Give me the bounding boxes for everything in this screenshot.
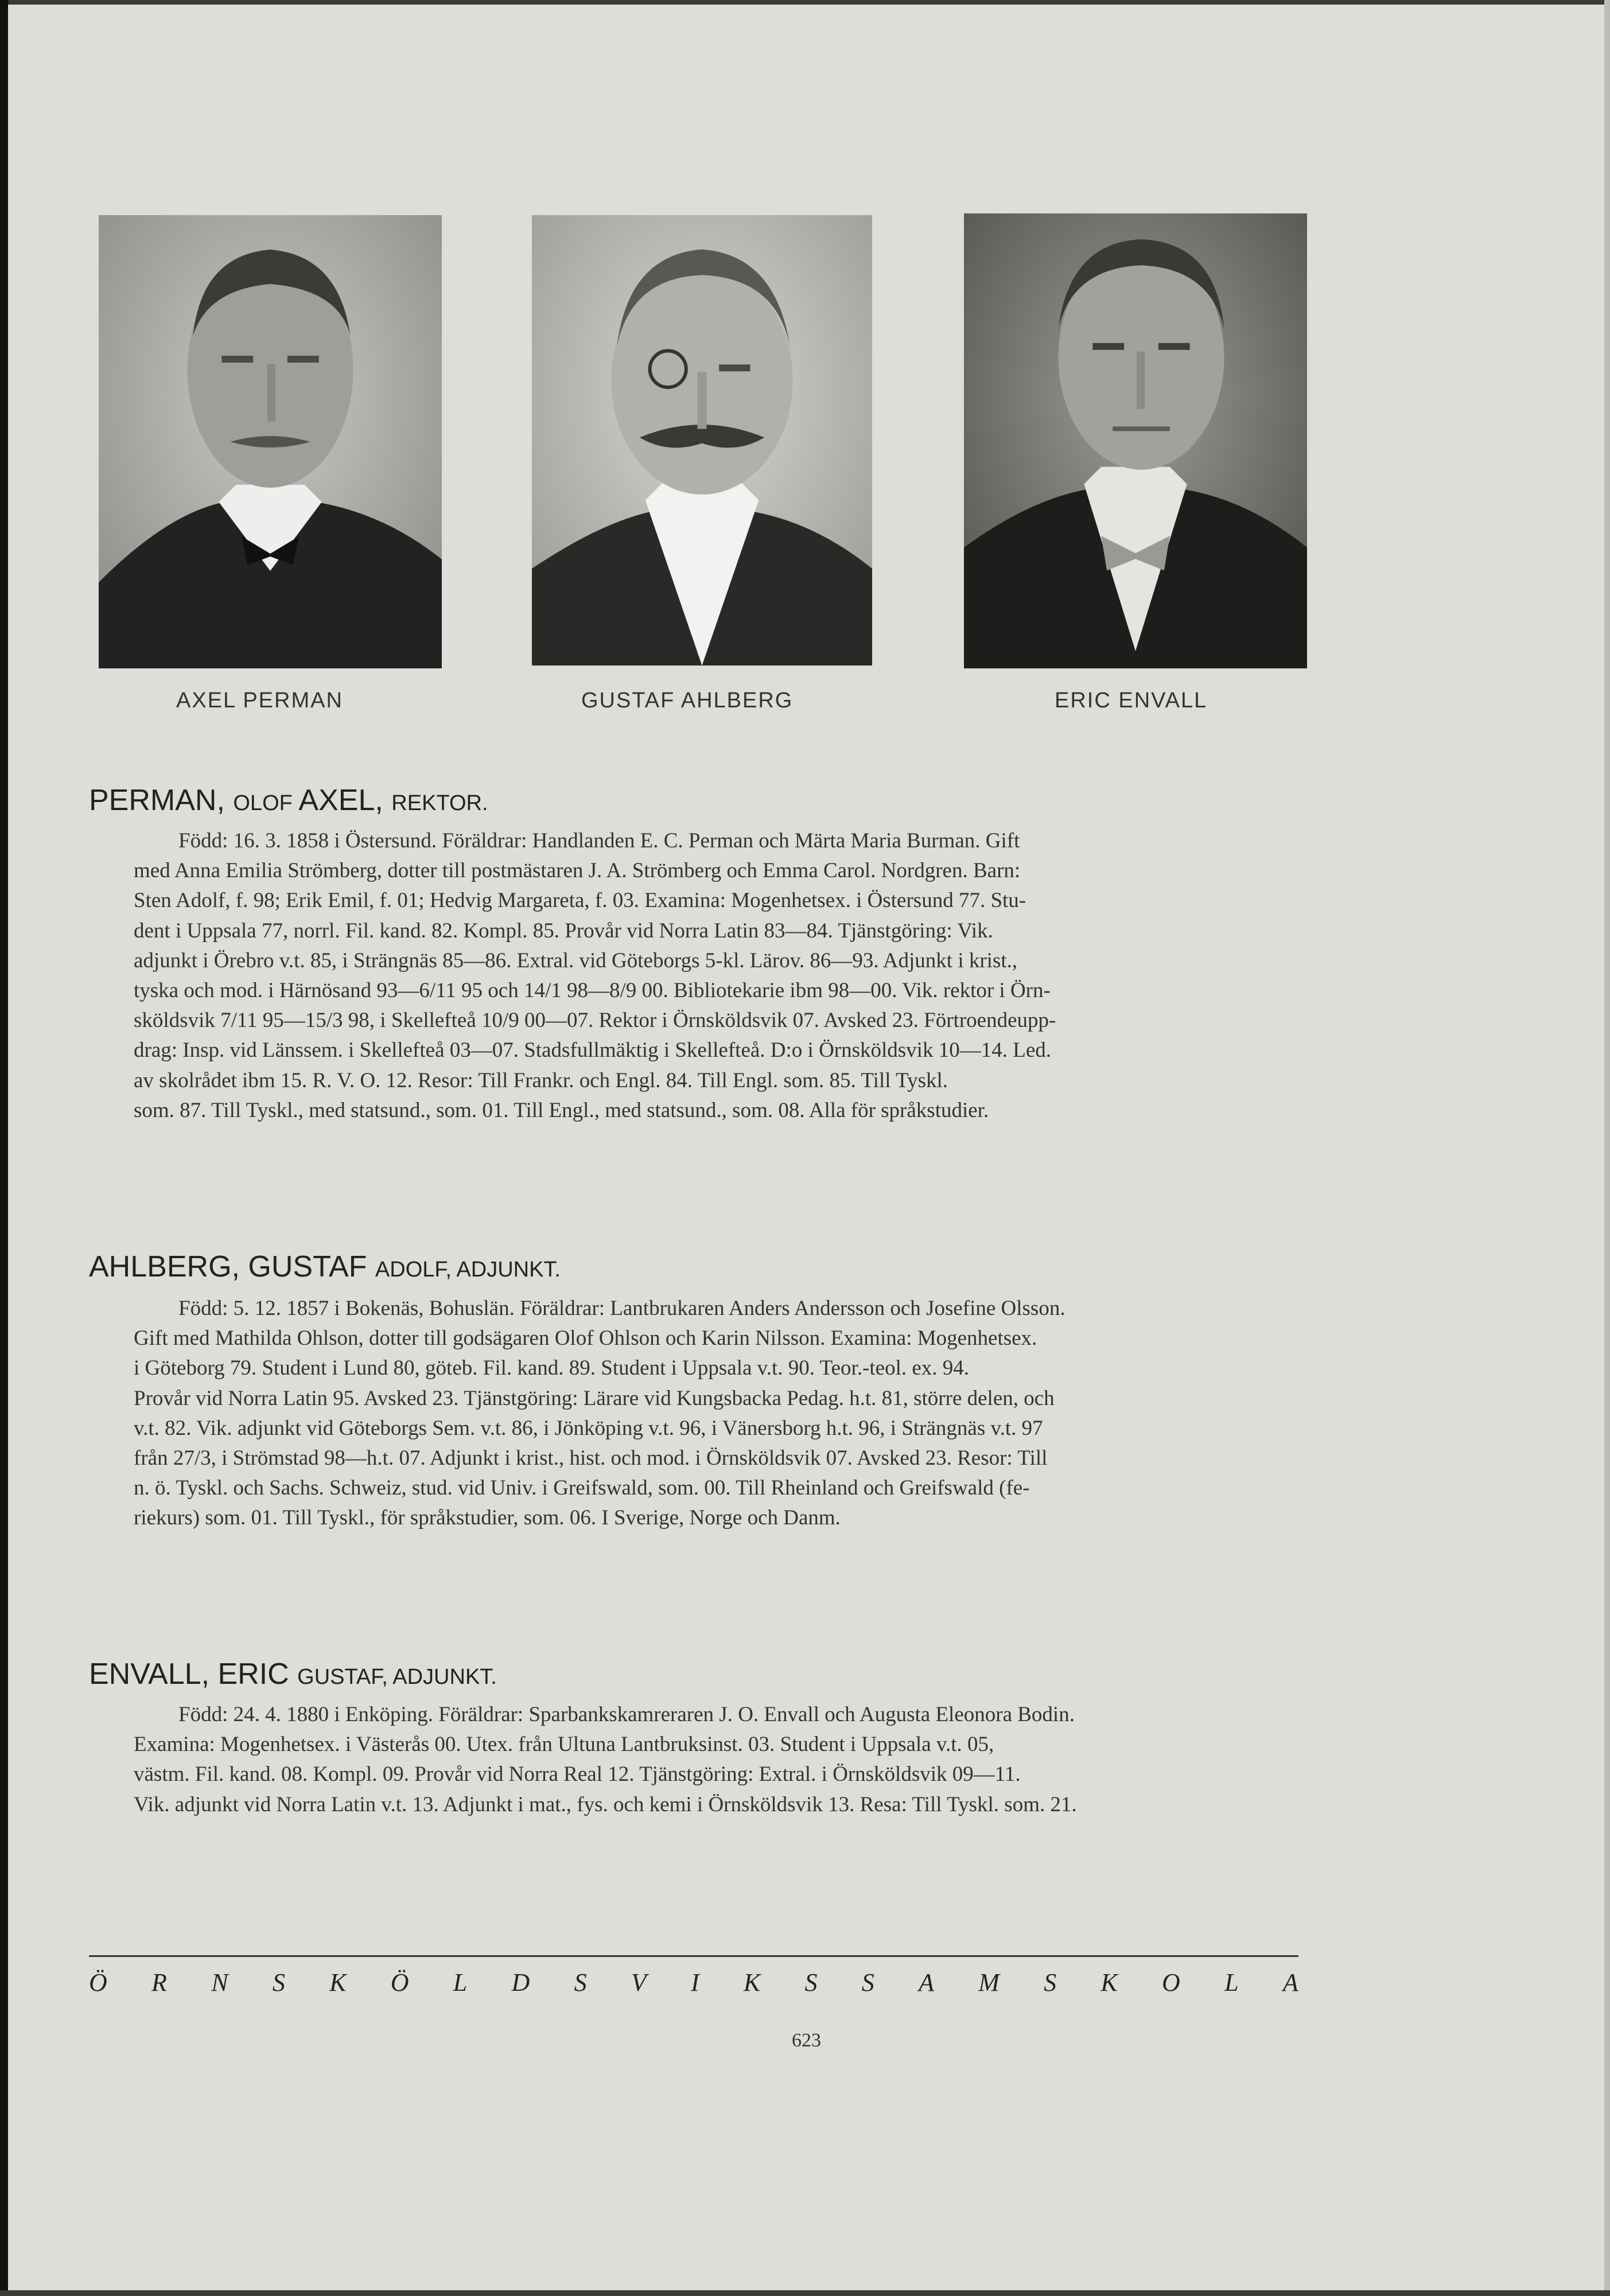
footer-letter: O: [1162, 1968, 1180, 1997]
bio-line: västm. Fil. kand. 08. Kompl. 09. Provår vid Norra Real 12. Tjänstgöring: Extral. i Örnsköldsvik 09—11.: [134, 1762, 1021, 1787]
footer-letter: L: [453, 1968, 468, 1997]
heading-name: AHLBERG, GUSTAF: [89, 1250, 375, 1283]
portrait-caption-ahlberg: GUSTAF AHLBERG: [581, 688, 794, 713]
heading-title: REKTOR.: [391, 791, 488, 815]
bio-line: som. 87. Till Tyskl., med statsund., som. 01. Till Engl., med statsund., som. 08. Alla för språkstudier.: [134, 1098, 989, 1122]
footer-letter: S: [804, 1968, 818, 1997]
bio-line: Född: 16. 3. 1858 i Östersund. Föräldrar: Handlanden E. C. Perman och Märta Maria Burman. Gift: [178, 829, 1020, 853]
footer-letter: A: [1282, 1968, 1298, 1997]
footer-letter: S: [574, 1968, 587, 1997]
bio-line: tyska och mod. i Härnösand 93—6/11 95 och 14/1 98—8/9 00. Bibliotekarie ibm 98—00. Vik. rektor i Örn-: [134, 979, 1051, 1003]
portrait-caption-perman: AXEL PERMAN: [176, 688, 343, 713]
bio-line: Sten Adolf, f. 98; Erik Emil, f. 01; Hedvig Margareta, f. 03. Examina: Mogenhetsex. i Östersund 77. Stu-: [134, 889, 1026, 913]
heading-called-name: AXEL,: [298, 784, 392, 817]
footer-letter: N: [211, 1968, 228, 1997]
portrait-photo-envall: [964, 213, 1307, 668]
bio-line: Född: 5. 12. 1857 i Bokenäs, Bohuslän. Föräldrar: Lantbrukaren Anders Andersson och Josefine Olsson.: [178, 1297, 1065, 1320]
bio-line: adjunkt i Örebro v.t. 85, i Strängnäs 85—86. Extral. vid Göteborgs 5-kl. Lärov. 86—93. Adjunkt i krist.,: [134, 948, 1018, 972]
footer-letter: M: [978, 1968, 1000, 1997]
entry-biography-envall: [89, 1700, 1305, 1820]
entry-biography-ahlberg: [89, 1294, 1305, 1534]
bio-line: riekurs) som. 01. Till Tyskl., för språkstudier, som. 06. I Sverige, Norge och Danm.: [134, 1506, 841, 1530]
bio-line: Född: 24. 4. 1880 i Enköping. Föräldrar: Sparbankskamreraren J. O. Envall och Augusta Eleonora Bodin.: [178, 1703, 1075, 1726]
page-number: 623: [792, 2030, 821, 2051]
bio-line: Gift med Mathilda Ohlson, dotter till godsägaren Olof Ohlson och Karin Nilsson. Examina: Mogenhetsex.: [134, 1326, 1037, 1351]
portrait-photo-ahlberg: [532, 215, 872, 666]
portrait-photo-perman: [99, 215, 442, 668]
footer-letter: K: [743, 1968, 761, 1997]
bio-line: i Göteborg 79. Student i Lund 80, göteb. Fil. kand. 89. Student i Uppsala v.t. 90. Teor.-teol. ex. 94.: [134, 1356, 970, 1380]
bio-line: Vik. adjunkt vid Norra Latin v.t. 13. Adjunkt i mat., fys. och kemi i Örnsköldsvik 13. Resa: Till Tyskl. som. 21.: [134, 1792, 1077, 1816]
bio-line: sköldsvik 7/11 95—15/3 98, i Skellefteå 10/9 00—07. Rektor i Örnsköldsvik 07. Avsked 23. Förtroendeupp-: [134, 1009, 1056, 1033]
bio-line: Examina: Mogenhetsex. i Västerås 00. Utex. från Ultuna Lantbruksinst. 03. Student i Uppsala v.t. 05,: [134, 1733, 994, 1757]
footer-letter: K: [1100, 1968, 1118, 1997]
page-edge-top: [0, 0, 1610, 5]
footer-letter: S: [272, 1968, 285, 1997]
footer-school-name: [89, 1968, 1298, 1997]
page-edge-right: [1604, 0, 1610, 2296]
footer-rule: [89, 1955, 1298, 1957]
heading-title: ADOLF, ADJUNKT.: [375, 1258, 561, 1282]
footer-letter: Ö: [89, 1968, 107, 1997]
bio-line: dent i Uppsala 77, norrl. Fil. kand. 82. Kompl. 85. Provår vid Norra Latin 83—84. Tjänstgöring: Vik.: [134, 919, 993, 943]
bio-line: med Anna Emilia Strömberg, dotter till postmästaren J. A. Strömberg och Emma Carol. Nordgren. Barn:: [134, 859, 1021, 883]
heading-name: PERMAN,: [89, 784, 234, 817]
heading-name: ENVALL, ERIC: [89, 1657, 298, 1691]
page-edge-bottom: [0, 2290, 1610, 2296]
footer-letter: R: [151, 1968, 167, 1997]
bio-line: v.t. 82. Vik. adjunkt vid Göteborgs Sem. v.t. 86, i Jönköping v.t. 96, i Vänersborg h.t. 96, i Strängnäs v.t. 97: [134, 1416, 1043, 1440]
heading-given-name: OLOF: [233, 791, 299, 815]
heading-title: GUSTAF, ADJUNKT.: [297, 1665, 497, 1689]
footer-letter: A: [919, 1968, 934, 1997]
footer-letter: D: [511, 1968, 530, 1997]
bio-line: n. ö. Tyskl. och Sachs. Schweiz, stud. vid Univ. i Greifswald, som. 00. Till Rheinland och Greifswald (fe-: [134, 1476, 1030, 1500]
entry-biography-perman: [89, 826, 1305, 1126]
footer-letter: Ö: [390, 1968, 409, 1997]
entry-heading-perman: [89, 783, 488, 818]
entry-heading-ahlberg: [89, 1250, 561, 1284]
bio-line: av skolrådet ibm 15. R. V. O. 12. Resor: Till Frankr. och Engl. 84. Till Engl. som. 85. Till Tyskl.: [134, 1068, 948, 1092]
footer-letter: V: [631, 1968, 647, 1997]
footer-letter: L: [1224, 1968, 1239, 1997]
footer-letter: K: [329, 1968, 347, 1997]
bio-line: från 27/3, i Strömstad 98—h.t. 07. Adjunkt i krist., hist. och mod. i Örnsköldsvik 07. Avsked 23. Resor: Till: [134, 1446, 1048, 1470]
footer-letter: S: [1044, 1968, 1057, 1997]
entry-heading-envall: [89, 1657, 497, 1691]
footer-letter: I: [690, 1968, 699, 1997]
bio-line: Provår vid Norra Latin 95. Avsked 23. Tjänstgöring: Lärare vid Kungsbacka Pedag. h.t. 81, större delen, och: [134, 1386, 1055, 1410]
page-edge-left: [0, 0, 8, 2296]
footer-letter: S: [861, 1968, 874, 1997]
portrait-caption-envall: ERIC ENVALL: [1055, 688, 1208, 713]
bio-line: drag: Insp. vid Länssem. i Skellefteå 03—07. Stadsfullmäktig i Skellefteå. D:o i Örnsköldsvik 10—14. Led.: [134, 1038, 1051, 1063]
